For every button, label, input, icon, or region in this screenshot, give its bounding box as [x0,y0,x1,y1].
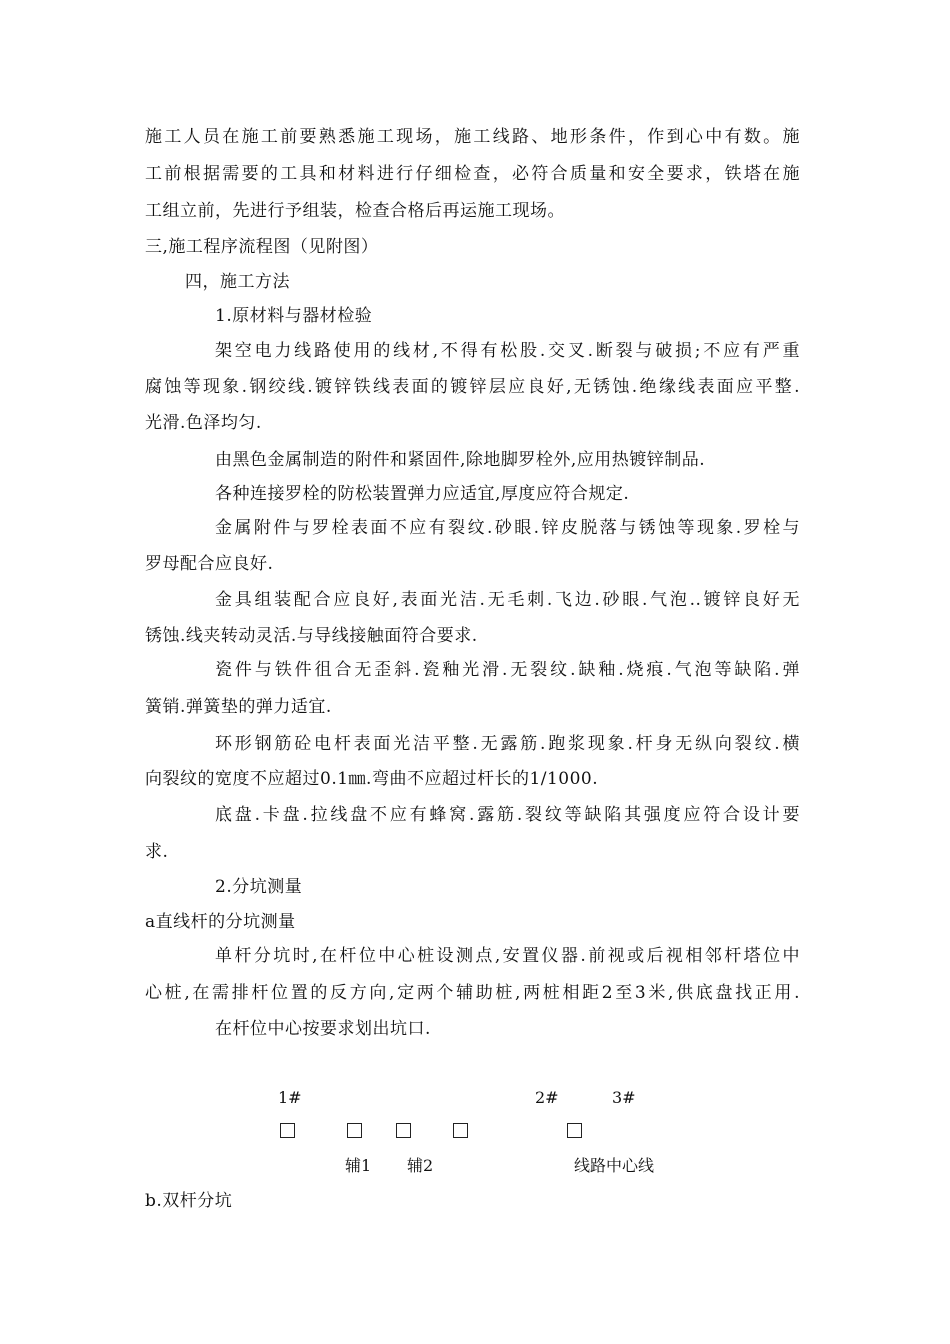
para-prep-line-2: 工前根据需要的工具和材料进行仔细检查，必符合质量和安全要求，铁塔在施 [145,164,800,184]
subheading-materials: 1.原材料与器材检验 [215,306,373,326]
stake-marker [453,1123,468,1138]
para-base-line-2: 求. [145,842,169,862]
para-hardware-line-2: 锈蚀.线夹转动灵活.与导线接触面符合要求. [145,626,478,646]
para-porcelain-line-2: 簧销.弹簧垫的弹力适宜. [145,697,332,717]
stake-marker [347,1123,362,1138]
para-metal-line-1: 金属附件与罗栓表面不应有裂纹.砂眼.锌皮脱落与锈蚀等现象.罗栓与 [215,518,800,538]
para-prep-line-1: 施工人员在施工前要熟悉施工现场，施工线路、地形条件，作到心中有数。施 [145,127,800,147]
para-wire-line-3: 光滑.色泽均匀. [145,413,262,433]
section-heading-4: 四，施工方法 [185,272,290,292]
para-pole-line-1: 环形钢筋砼电杆表面光洁平整.无露筋.跑浆现象.杆身无纵向裂纹.横 [215,734,800,754]
para-wire-line-1: 架空电力线路使用的线材,不得有松股.交叉.断裂与破损;不应有严重 [215,341,800,361]
para-single-pole-line-1: 单杆分坑时,在杆位中心桩设测点,安置仪器.前视或后视相邻杆塔位中 [215,946,800,966]
para-pit-mark: 在杆位中心按要求划出坑口. [215,1019,431,1039]
pole-label-3: 3# [612,1088,636,1107]
para-wire-line-2: 腐蚀等现象.钢绞线.镀锌铁线表面的镀锌层应良好,无锈蚀.绝缘线表面应平整. [145,377,800,397]
subheading-straight-pole: a直线杆的分坑测量 [145,912,296,932]
subheading-survey: 2.分坑测量 [215,877,303,897]
pole-label-2: 2# [535,1088,559,1107]
center-line-label: 线路中心线 [574,1156,655,1175]
subheading-double-pole: b.双杆分坑 [145,1191,233,1211]
stake-marker [396,1123,411,1138]
para-bolts: 各种连接罗栓的防松装置弹力应适宜,厚度应符合规定. [215,484,630,504]
aux-stake-label-2: 辅2 [407,1156,434,1175]
pole-label-1: 1# [278,1088,302,1107]
para-metal-line-2: 罗母配合应良好. [145,554,274,574]
para-single-pole-line-2: 心桩,在需排杆位置的反方向,定两个辅助桩,两桩相距2至3米,供底盘找正用. [145,983,800,1003]
stake-marker [280,1123,295,1138]
para-prep-line-3: 工组立前，先进行予组装，检查合格后再运施工现场。 [145,201,565,221]
section-heading-3: 三,施工程序流程图（见附图） [145,237,379,257]
para-pole-line-2: 向裂纹的宽度不应超过0.1㎜.弯曲不应超过杆长的1/1000. [145,769,599,789]
stake-marker [567,1123,582,1138]
para-fittings: 由黑色金属制造的附件和紧固件,除地脚罗栓外,应用热镀锌制品. [215,450,706,470]
para-base-line-1: 底盘.卡盘.拉线盘不应有蜂窝.露筋.裂纹等缺陷其强度应符合设计要 [215,805,800,825]
para-porcelain-line-1: 瓷件与铁件徂合无歪斜.瓷釉光滑.无裂纹.缺釉.烧痕.气泡等缺陷.弹 [215,660,800,680]
para-hardware-line-1: 金具组装配合应良好,表面光洁.无毛刺.飞边.砂眼.气泡..镀锌良好无 [215,590,800,610]
aux-stake-label-1: 辅1 [345,1156,372,1175]
